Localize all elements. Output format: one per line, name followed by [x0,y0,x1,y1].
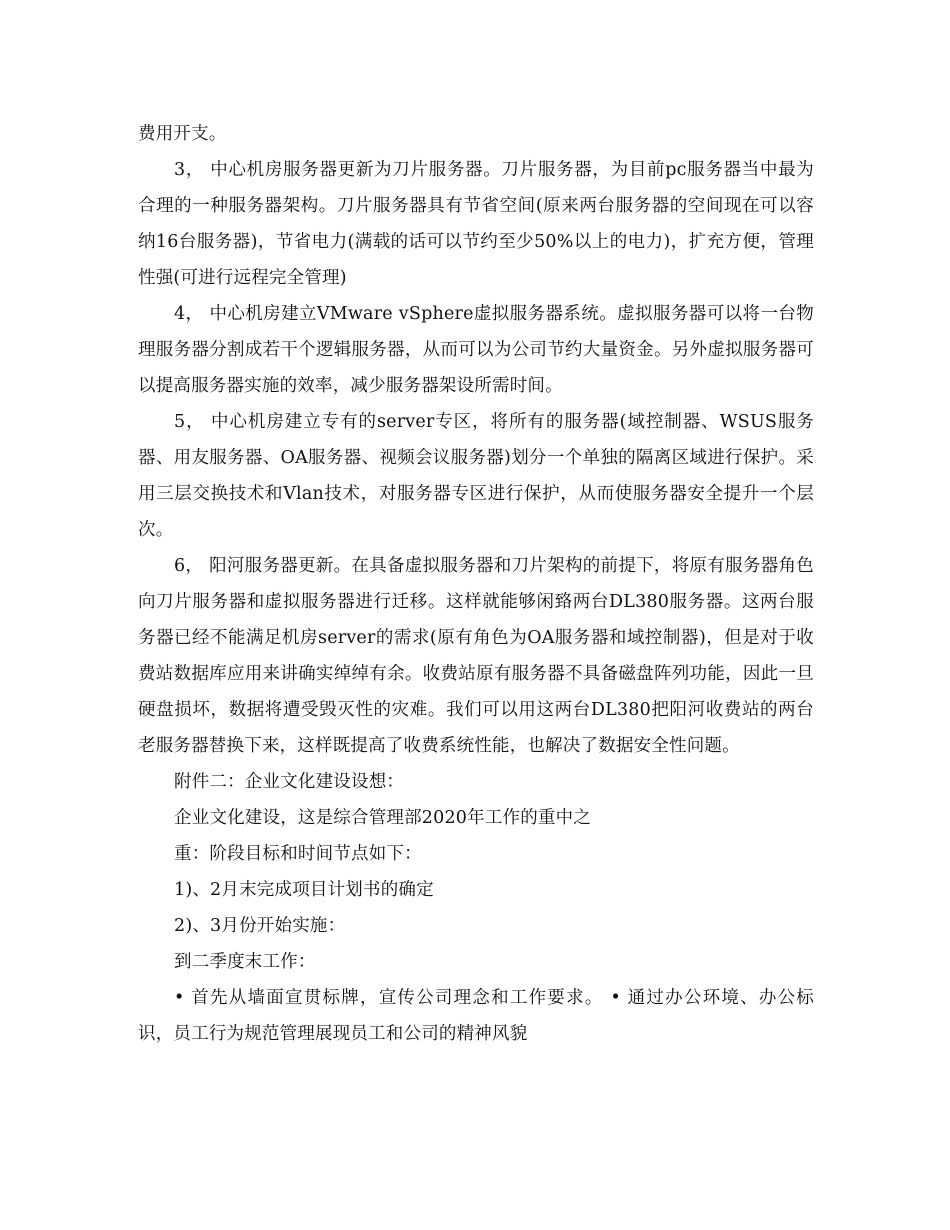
culture-intro-line-2: 重：阶段目标和时间节点如下： [174,844,422,864]
paragraph-item-4: 4， 中心机房建立VMware vSphere虚拟服务器系统。虚拟服务器可以将一台物理服务器分割成若干个逻辑服务器，从而可以为公司节约大量资金。另外虚拟服务器可以提高服务器实施的效率，减少服务器架设所需时间。 [138,304,814,396]
paragraph-item-5: 5， 中心机房建立专有的server专区，将所有的服务器(域控制器、WSUS服务器、用友服务器、OA服务器、视频会议服务器)划分一个单独的隔离区域进行保护。采用三层交换技术和Vlan技术，对服务器专区进行保护，从而使服务器安全提升一个层次。 [138,412,814,540]
quarter-heading: 到二季度末工作： [174,952,316,972]
milestone-2: 2)、3月份开始实施： [174,916,346,936]
paragraph-item-6: 6， 阳河服务器更新。在具备虚拟服务器和刀片架构的前提下，将原有服务器角色向刀片服务器和虚拟服务器进行迁移。这样就能够闲臵两台DL380服务器。这两台服务器已经不能满足机房server的需求(原有角色为OA服务器和域控制器)，但是对于收费站数据库应用来讲确实绰绰有余。收费站原有服务器不具备磁盘阵列功能，因此一旦硬盘损坏，数据将遭受毁灭性的灾难。我们可以用这两台DL380把阳河收费站的两台老服务器替换下来，这样既提高了收费系统性能，也解决了数据安全性问题。 [138,556,814,756]
document-body [138,116,814,1052]
paragraph-continuation: 费用开支。 [138,124,227,144]
culture-intro-line-1: 企业文化建设，这是综合管理部2020年工作的重中之 [174,808,592,828]
attachment-heading: 附件二：企业文化建设设想： [174,772,405,792]
bullet-paragraph: • 首先从墙面宣贯标牌，宣传公司理念和工作要求。 • 通过办公环境、办公标识，员工行为规范管理展现员工和公司的精神风貌 [138,988,814,1044]
milestone-1: 1)、2月末完成项目计划书的确定 [174,880,434,900]
paragraph-item-3: 3， 中心机房服务器更新为刀片服务器。刀片服务器，为目前pc服务器当中最为合理的一种服务器架构。刀片服务器具有节省空间(原来两台服务器的空间现在可以容纳16台服务器)，节省电力(满载的话可以节约至少50%以上的电力)，扩充方便，管理性强(可进行远程完全管理) [138,160,814,288]
